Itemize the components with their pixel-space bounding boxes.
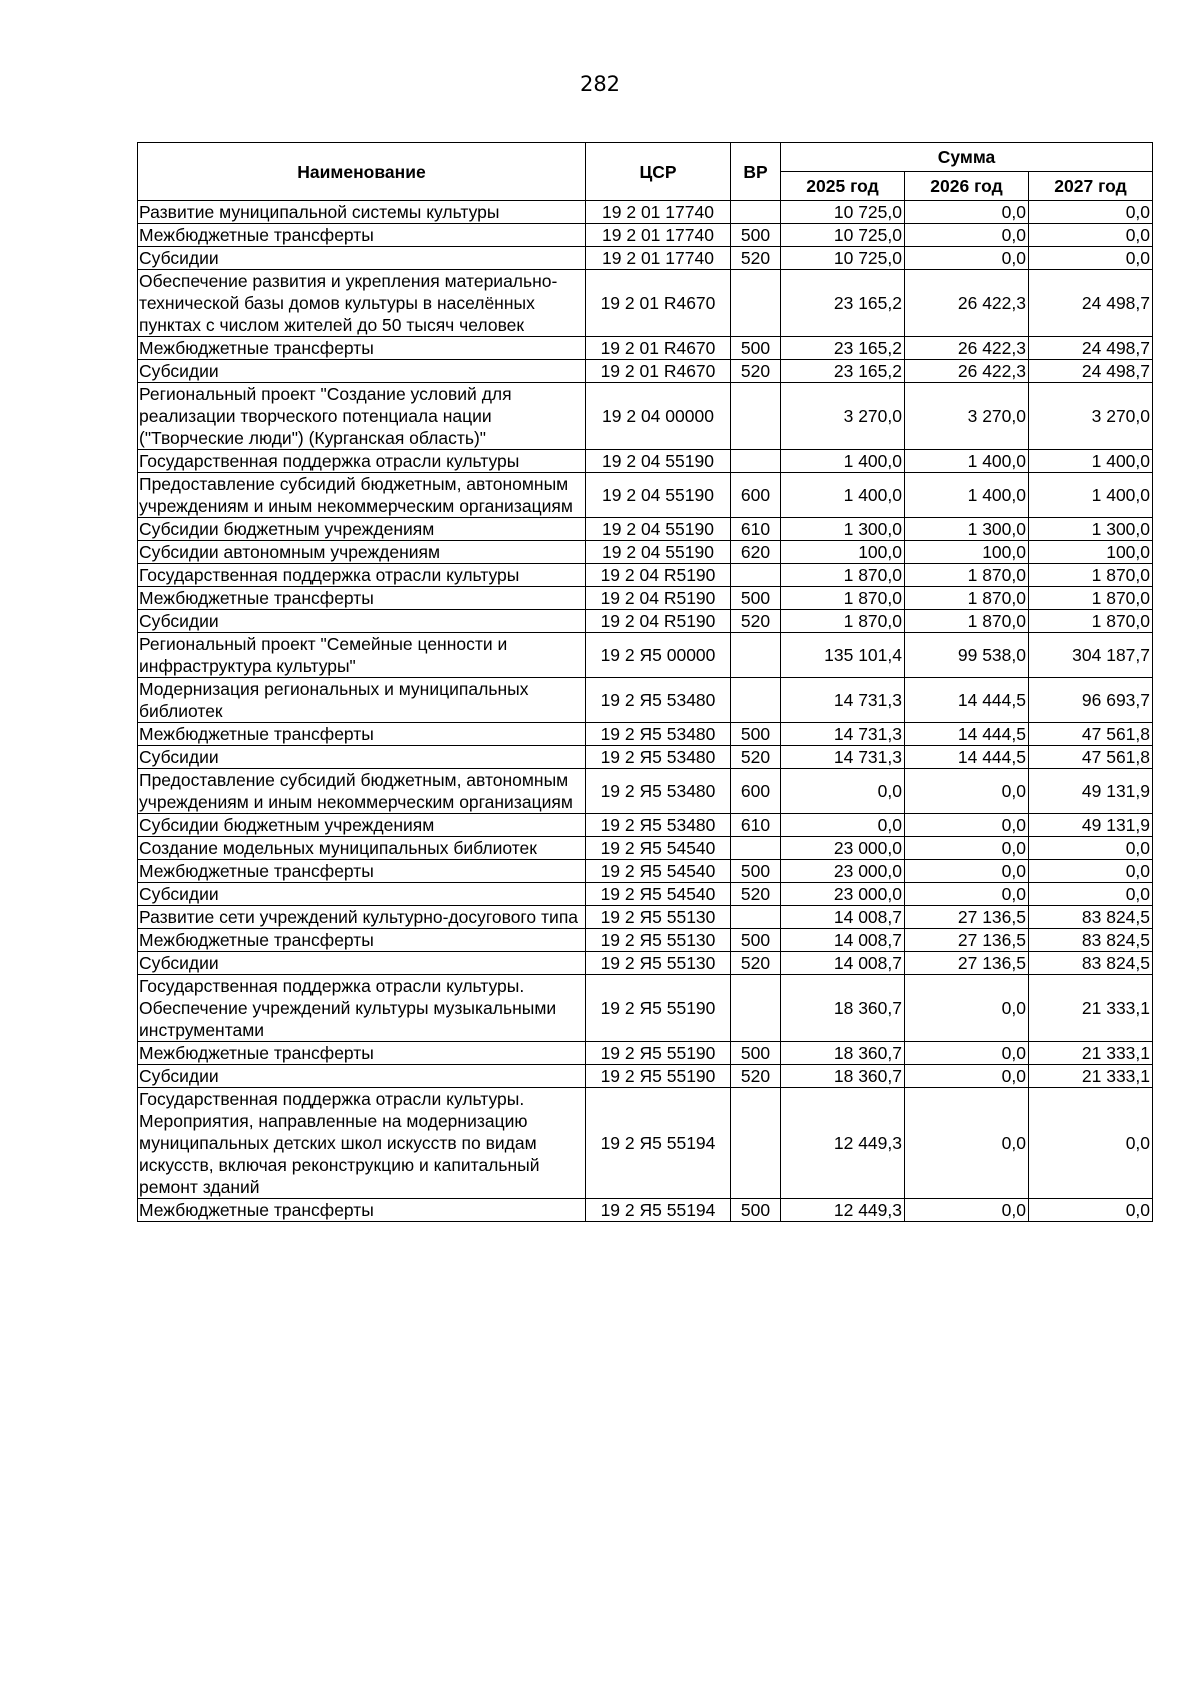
- table-row: [138, 723, 1153, 746]
- row-vr-cell: [731, 1088, 781, 1199]
- row-csr-cell: 19 2 Я5 54540: [586, 837, 731, 860]
- row-sum-2026-cell: 27 136,5: [905, 906, 1029, 929]
- header-year-2026: 2026 год: [905, 172, 1029, 201]
- row-sum-2025-cell: 14 731,3: [781, 746, 905, 769]
- row-sum-2027-cell: 47 561,8: [1029, 723, 1153, 746]
- row-csr-cell: 19 2 04 55190: [586, 518, 731, 541]
- row-sum-2025-cell: 1 400,0: [781, 473, 905, 518]
- row-sum-2027-cell: 100,0: [1029, 541, 1153, 564]
- row-name-cell: Межбюджетные трансферты: [138, 1042, 586, 1065]
- row-vr-cell: [731, 837, 781, 860]
- table-row: [138, 224, 1153, 247]
- row-sum-2025-cell: 100,0: [781, 541, 905, 564]
- row-sum-2027-cell: 0,0: [1029, 1088, 1153, 1199]
- row-sum-2026-cell: 99 538,0: [905, 633, 1029, 678]
- table-row: [138, 678, 1153, 723]
- row-sum-2026-cell: 3 270,0: [905, 383, 1029, 450]
- row-sum-2025-cell: 23 000,0: [781, 883, 905, 906]
- row-sum-2026-cell: 100,0: [905, 541, 1029, 564]
- row-vr-cell: 500: [731, 587, 781, 610]
- header-year-2025: 2025 год: [781, 172, 905, 201]
- row-csr-cell: 19 2 Я5 55130: [586, 929, 731, 952]
- row-vr-cell: 520: [731, 360, 781, 383]
- row-sum-2027-cell: 3 270,0: [1029, 383, 1153, 450]
- row-sum-2026-cell: 27 136,5: [905, 952, 1029, 975]
- row-sum-2027-cell: 0,0: [1029, 883, 1153, 906]
- row-name-cell: Государственная поддержка отрасли культуры: [138, 564, 586, 587]
- row-sum-2025-cell: 10 725,0: [781, 201, 905, 224]
- table-row: [138, 1065, 1153, 1088]
- header-vr: ВР: [731, 143, 781, 201]
- header-year-2027: 2027 год: [1029, 172, 1153, 201]
- row-csr-cell: 19 2 04 R5190: [586, 587, 731, 610]
- row-csr-cell: 19 2 Я5 55194: [586, 1199, 731, 1222]
- row-vr-cell: [731, 906, 781, 929]
- row-csr-cell: 19 2 01 17740: [586, 247, 731, 270]
- row-name-cell: Субсидии: [138, 952, 586, 975]
- row-name-cell: Региональный проект "Создание условий для реализации творческого потенциала нации ("Творческие люди") (Курганская область)": [138, 383, 586, 450]
- row-sum-2026-cell: 27 136,5: [905, 929, 1029, 952]
- header-csr: ЦСР: [586, 143, 731, 201]
- row-csr-cell: 19 2 01 R4670: [586, 360, 731, 383]
- row-sum-2025-cell: 135 101,4: [781, 633, 905, 678]
- table-row: [138, 541, 1153, 564]
- row-name-cell: Субсидии: [138, 1065, 586, 1088]
- row-name-cell: Развитие сети учреждений культурно-досугового типа: [138, 906, 586, 929]
- row-sum-2025-cell: 23 000,0: [781, 860, 905, 883]
- row-sum-2027-cell: 21 333,1: [1029, 1042, 1153, 1065]
- row-name-cell: Субсидии автономным учреждениям: [138, 541, 586, 564]
- row-name-cell: Модернизация региональных и муниципальных библиотек: [138, 678, 586, 723]
- row-csr-cell: 19 2 01 17740: [586, 201, 731, 224]
- row-vr-cell: 520: [731, 883, 781, 906]
- row-vr-cell: [731, 564, 781, 587]
- row-sum-2026-cell: 0,0: [905, 975, 1029, 1042]
- row-vr-cell: [731, 975, 781, 1042]
- row-csr-cell: 19 2 04 00000: [586, 383, 731, 450]
- row-sum-2027-cell: 0,0: [1029, 1199, 1153, 1222]
- row-sum-2025-cell: 1 870,0: [781, 564, 905, 587]
- row-csr-cell: 19 2 Я5 53480: [586, 769, 731, 814]
- row-sum-2025-cell: 18 360,7: [781, 1042, 905, 1065]
- row-csr-cell: 19 2 04 R5190: [586, 610, 731, 633]
- table-row: [138, 952, 1153, 975]
- table-header: [138, 143, 1153, 201]
- row-sum-2025-cell: 23 165,2: [781, 270, 905, 337]
- row-csr-cell: 19 2 Я5 55190: [586, 975, 731, 1042]
- row-name-cell: Межбюджетные трансферты: [138, 1199, 586, 1222]
- row-csr-cell: 19 2 01 17740: [586, 224, 731, 247]
- budget-table: [137, 142, 1153, 1222]
- row-vr-cell: 610: [731, 814, 781, 837]
- row-sum-2026-cell: 26 422,3: [905, 337, 1029, 360]
- row-csr-cell: 19 2 Я5 54540: [586, 860, 731, 883]
- row-name-cell: Межбюджетные трансферты: [138, 929, 586, 952]
- row-vr-cell: [731, 270, 781, 337]
- row-sum-2026-cell: 14 444,5: [905, 723, 1029, 746]
- table-row: [138, 883, 1153, 906]
- row-name-cell: Субсидии: [138, 746, 586, 769]
- row-name-cell: Межбюджетные трансферты: [138, 224, 586, 247]
- row-sum-2027-cell: 1 870,0: [1029, 587, 1153, 610]
- row-vr-cell: 500: [731, 337, 781, 360]
- row-name-cell: Обеспечение развития и укрепления материально-технической базы домов культуры в населённых пунктах с числом жителей до 50 тысяч человек: [138, 270, 586, 337]
- table-row: [138, 814, 1153, 837]
- row-csr-cell: 19 2 Я5 55190: [586, 1042, 731, 1065]
- row-sum-2027-cell: 49 131,9: [1029, 769, 1153, 814]
- row-sum-2027-cell: 96 693,7: [1029, 678, 1153, 723]
- row-name-cell: Развитие муниципальной системы культуры: [138, 201, 586, 224]
- row-name-cell: Межбюджетные трансферты: [138, 860, 586, 883]
- table-row: [138, 247, 1153, 270]
- row-csr-cell: 19 2 Я5 53480: [586, 746, 731, 769]
- row-name-cell: Субсидии: [138, 610, 586, 633]
- row-csr-cell: 19 2 04 55190: [586, 450, 731, 473]
- row-sum-2026-cell: 0,0: [905, 860, 1029, 883]
- row-sum-2026-cell: 0,0: [905, 1199, 1029, 1222]
- table-row: [138, 450, 1153, 473]
- row-sum-2026-cell: 1 300,0: [905, 518, 1029, 541]
- row-name-cell: Создание модельных муниципальных библиотек: [138, 837, 586, 860]
- row-sum-2026-cell: 14 444,5: [905, 678, 1029, 723]
- row-sum-2027-cell: 0,0: [1029, 201, 1153, 224]
- row-sum-2027-cell: 49 131,9: [1029, 814, 1153, 837]
- row-sum-2026-cell: 0,0: [905, 814, 1029, 837]
- row-sum-2026-cell: 0,0: [905, 769, 1029, 814]
- row-sum-2026-cell: 1 400,0: [905, 473, 1029, 518]
- row-csr-cell: 19 2 04 R5190: [586, 564, 731, 587]
- row-name-cell: Государственная поддержка отрасли культуры. Мероприятия, направленные на модернизацию муниципальных детских школ искусств по видам искусств, включая реконструкцию и капитальный ремонт зданий: [138, 1088, 586, 1199]
- row-sum-2026-cell: 0,0: [905, 1042, 1029, 1065]
- table-row: [138, 610, 1153, 633]
- row-sum-2026-cell: 0,0: [905, 1065, 1029, 1088]
- row-sum-2025-cell: 12 449,3: [781, 1088, 905, 1199]
- row-csr-cell: 19 2 Я5 55190: [586, 1065, 731, 1088]
- row-sum-2027-cell: 0,0: [1029, 247, 1153, 270]
- table-row: [138, 360, 1153, 383]
- row-sum-2025-cell: 23 165,2: [781, 337, 905, 360]
- table-row: [138, 746, 1153, 769]
- row-vr-cell: 600: [731, 473, 781, 518]
- row-sum-2026-cell: 0,0: [905, 247, 1029, 270]
- table-row: [138, 587, 1153, 610]
- row-csr-cell: 19 2 Я5 53480: [586, 723, 731, 746]
- row-sum-2025-cell: 10 725,0: [781, 224, 905, 247]
- row-sum-2026-cell: 0,0: [905, 1088, 1029, 1199]
- table-row: [138, 1088, 1153, 1199]
- row-vr-cell: [731, 383, 781, 450]
- row-sum-2027-cell: 1 400,0: [1029, 473, 1153, 518]
- row-name-cell: Предоставление субсидий бюджетным, автономным учреждениям и иным некоммерческим организациям: [138, 769, 586, 814]
- table-row: [138, 270, 1153, 337]
- row-sum-2025-cell: 23 000,0: [781, 837, 905, 860]
- row-vr-cell: 500: [731, 1042, 781, 1065]
- row-name-cell: Субсидии бюджетным учреждениям: [138, 518, 586, 541]
- row-sum-2025-cell: 14 008,7: [781, 952, 905, 975]
- table-body: [138, 201, 1153, 1222]
- row-csr-cell: 19 2 Я5 53480: [586, 678, 731, 723]
- row-sum-2027-cell: 0,0: [1029, 860, 1153, 883]
- row-name-cell: Государственная поддержка отрасли культуры. Обеспечение учреждений культуры музыкальными инструментами: [138, 975, 586, 1042]
- row-sum-2026-cell: 0,0: [905, 201, 1029, 224]
- row-sum-2027-cell: 304 187,7: [1029, 633, 1153, 678]
- row-vr-cell: 520: [731, 1065, 781, 1088]
- row-sum-2027-cell: 1 400,0: [1029, 450, 1153, 473]
- row-name-cell: Субсидии: [138, 883, 586, 906]
- row-csr-cell: 19 2 01 R4670: [586, 337, 731, 360]
- row-sum-2027-cell: 24 498,7: [1029, 360, 1153, 383]
- table-row: [138, 1199, 1153, 1222]
- row-csr-cell: 19 2 01 R4670: [586, 270, 731, 337]
- row-name-cell: Государственная поддержка отрасли культуры: [138, 450, 586, 473]
- row-vr-cell: 600: [731, 769, 781, 814]
- table-row: [138, 860, 1153, 883]
- row-name-cell: Межбюджетные трансферты: [138, 337, 586, 360]
- row-vr-cell: 500: [731, 723, 781, 746]
- table-row: [138, 1042, 1153, 1065]
- row-sum-2027-cell: 0,0: [1029, 224, 1153, 247]
- row-vr-cell: [731, 633, 781, 678]
- row-vr-cell: 500: [731, 860, 781, 883]
- row-sum-2025-cell: 23 165,2: [781, 360, 905, 383]
- row-vr-cell: 500: [731, 224, 781, 247]
- table-row: [138, 201, 1153, 224]
- row-sum-2025-cell: 14 008,7: [781, 906, 905, 929]
- row-csr-cell: 19 2 Я5 53480: [586, 814, 731, 837]
- row-vr-cell: 520: [731, 247, 781, 270]
- row-sum-2025-cell: 1 300,0: [781, 518, 905, 541]
- table-row: [138, 337, 1153, 360]
- row-vr-cell: [731, 201, 781, 224]
- row-vr-cell: 520: [731, 952, 781, 975]
- row-sum-2026-cell: 1 870,0: [905, 610, 1029, 633]
- row-sum-2026-cell: 14 444,5: [905, 746, 1029, 769]
- row-sum-2025-cell: 1 870,0: [781, 587, 905, 610]
- row-sum-2025-cell: 0,0: [781, 814, 905, 837]
- row-sum-2025-cell: 1 400,0: [781, 450, 905, 473]
- table-row: [138, 929, 1153, 952]
- row-name-cell: Межбюджетные трансферты: [138, 723, 586, 746]
- row-csr-cell: 19 2 04 55190: [586, 473, 731, 518]
- row-csr-cell: 19 2 Я5 55130: [586, 906, 731, 929]
- row-vr-cell: 520: [731, 610, 781, 633]
- row-sum-2025-cell: 3 270,0: [781, 383, 905, 450]
- row-sum-2025-cell: 14 731,3: [781, 723, 905, 746]
- row-name-cell: Субсидии: [138, 360, 586, 383]
- row-sum-2025-cell: 18 360,7: [781, 975, 905, 1042]
- table-row: [138, 518, 1153, 541]
- row-vr-cell: 620: [731, 541, 781, 564]
- row-sum-2026-cell: 0,0: [905, 883, 1029, 906]
- row-sum-2027-cell: 24 498,7: [1029, 337, 1153, 360]
- row-sum-2026-cell: 0,0: [905, 837, 1029, 860]
- row-sum-2026-cell: 1 400,0: [905, 450, 1029, 473]
- table-row: [138, 837, 1153, 860]
- row-sum-2027-cell: 21 333,1: [1029, 1065, 1153, 1088]
- row-sum-2027-cell: 24 498,7: [1029, 270, 1153, 337]
- row-name-cell: Субсидии бюджетным учреждениям: [138, 814, 586, 837]
- table-row: [138, 564, 1153, 587]
- row-csr-cell: 19 2 04 55190: [586, 541, 731, 564]
- row-sum-2027-cell: 1 870,0: [1029, 610, 1153, 633]
- row-sum-2027-cell: 1 870,0: [1029, 564, 1153, 587]
- table-row: [138, 633, 1153, 678]
- row-vr-cell: [731, 678, 781, 723]
- row-sum-2027-cell: 83 824,5: [1029, 906, 1153, 929]
- row-csr-cell: 19 2 Я5 00000: [586, 633, 731, 678]
- row-name-cell: Субсидии: [138, 247, 586, 270]
- row-sum-2027-cell: 1 300,0: [1029, 518, 1153, 541]
- row-vr-cell: [731, 450, 781, 473]
- row-sum-2026-cell: 0,0: [905, 224, 1029, 247]
- row-vr-cell: 500: [731, 929, 781, 952]
- row-csr-cell: 19 2 Я5 55130: [586, 952, 731, 975]
- row-name-cell: Региональный проект "Семейные ценности и инфраструктура культуры": [138, 633, 586, 678]
- row-sum-2027-cell: 83 824,5: [1029, 929, 1153, 952]
- row-sum-2027-cell: 47 561,8: [1029, 746, 1153, 769]
- row-sum-2025-cell: 0,0: [781, 769, 905, 814]
- row-sum-2025-cell: 14 008,7: [781, 929, 905, 952]
- row-csr-cell: 19 2 Я5 55194: [586, 1088, 731, 1199]
- table-row: [138, 975, 1153, 1042]
- table-row: [138, 769, 1153, 814]
- table-row: [138, 906, 1153, 929]
- row-sum-2025-cell: 1 870,0: [781, 610, 905, 633]
- row-sum-2025-cell: 18 360,7: [781, 1065, 905, 1088]
- row-sum-2025-cell: 14 731,3: [781, 678, 905, 723]
- row-vr-cell: 500: [731, 1199, 781, 1222]
- row-name-cell: Предоставление субсидий бюджетным, автономным учреждениям и иным некоммерческим организациям: [138, 473, 586, 518]
- row-name-cell: Межбюджетные трансферты: [138, 587, 586, 610]
- row-sum-2027-cell: 0,0: [1029, 837, 1153, 860]
- header-sum: Сумма: [781, 143, 1153, 172]
- row-vr-cell: 520: [731, 746, 781, 769]
- table-row: [138, 383, 1153, 450]
- row-vr-cell: 610: [731, 518, 781, 541]
- row-sum-2025-cell: 10 725,0: [781, 247, 905, 270]
- row-sum-2026-cell: 1 870,0: [905, 564, 1029, 587]
- row-sum-2026-cell: 26 422,3: [905, 360, 1029, 383]
- table-row: [138, 473, 1153, 518]
- row-sum-2027-cell: 21 333,1: [1029, 975, 1153, 1042]
- row-sum-2027-cell: 83 824,5: [1029, 952, 1153, 975]
- page-number: 282: [579, 72, 621, 96]
- row-csr-cell: 19 2 Я5 54540: [586, 883, 731, 906]
- row-sum-2026-cell: 26 422,3: [905, 270, 1029, 337]
- row-sum-2026-cell: 1 870,0: [905, 587, 1029, 610]
- row-sum-2025-cell: 12 449,3: [781, 1199, 905, 1222]
- header-name: Наименование: [138, 143, 586, 201]
